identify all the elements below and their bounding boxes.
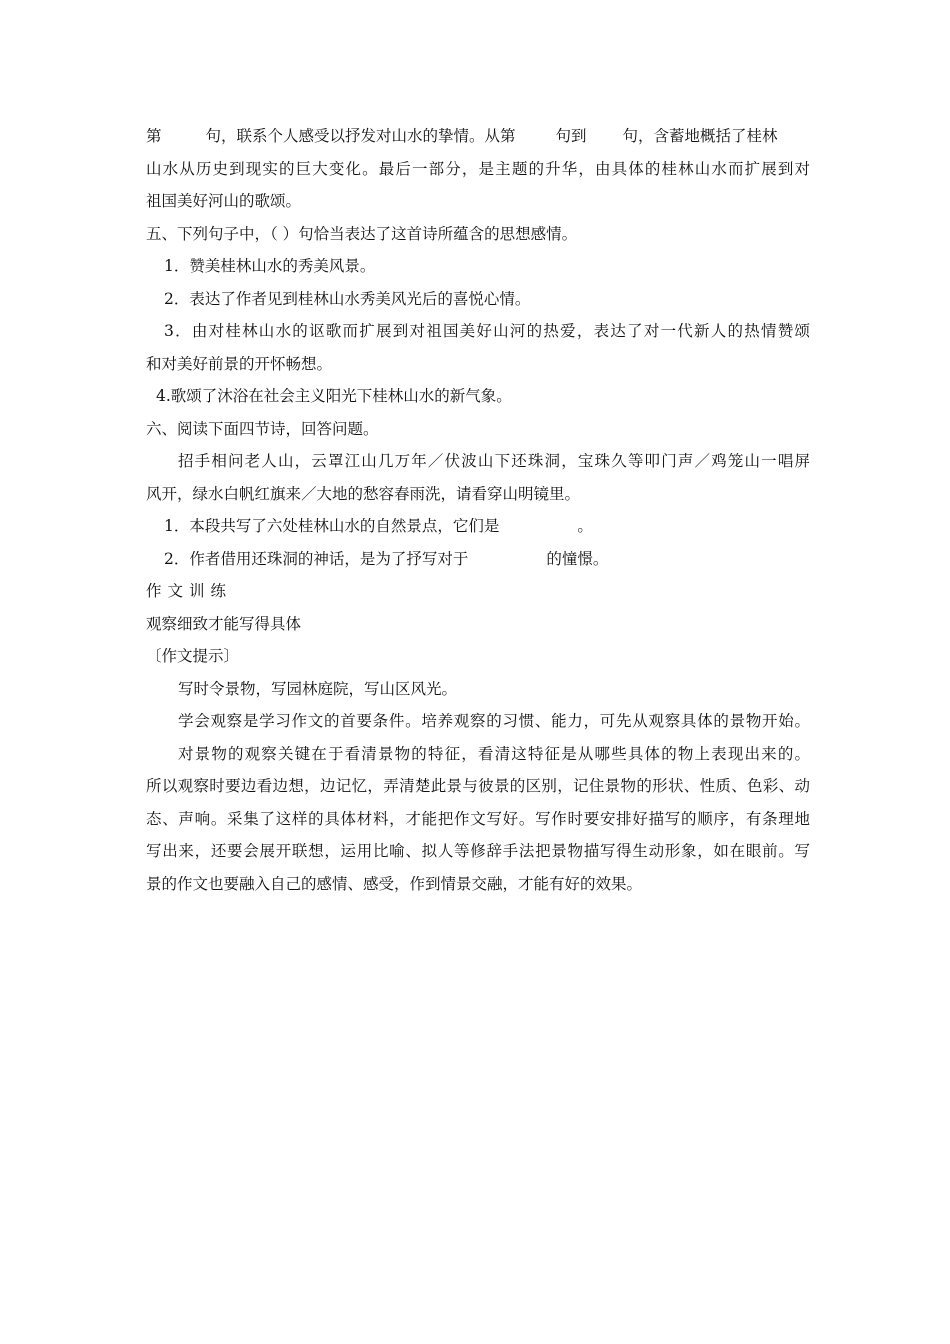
question-5-option-2: 2．表达了作者见到桂林山水秀美风光后的喜悦心情。 [164, 289, 531, 308]
composition-paragraph-3-line-4: 写出来，还要会展开联想，运用比喻、拟人等修辞手法把景物描写得生动形象，如在眼前。写 [146, 842, 810, 860]
question-5-option-1: 1．赞美桂林山水的秀美风景。 [164, 257, 376, 275]
question-6-title: 六、阅读下面四节诗，回答问题。 [146, 419, 379, 438]
question-5-option-4: 4.歌颂了沐浴在社会主义阳光下桂林山水的新气象。 [156, 387, 512, 405]
composition-paragraph-1: 写时令景物，写园林庭院，写山区风光。 [178, 679, 458, 698]
composition-heading: 作文训练 [146, 582, 233, 600]
document-page [146, 120, 810, 900]
composition-title: 观察细致才能写得具体 [146, 614, 302, 633]
text-fragment: 句到 [555, 127, 587, 145]
text-fragment: 。 [577, 517, 593, 535]
composition-paragraph-3-line-2: 所以观察时要边看边想，边记忆，弄清楚此景与彼景的区别，记住景物的形状、性质、色彩、动 [146, 777, 810, 795]
question-6-sub-2 [146, 543, 810, 576]
composition-hint-label: 〔作文提示〕 [146, 647, 240, 665]
text-fragment: 句，联系个人感受以抒发对山水的挚情。从第 [205, 127, 516, 145]
poem-line-1: 招手相问老人山，云罩江山几万年／伏波山下还珠洞，宝珠久等叩门声／鸡笼山一唱屏 [178, 452, 810, 470]
text-fragment: 2．作者借用还珠洞的神话，是为了抒写对于 [164, 549, 469, 568]
text-fragment: 句，含蓄地概括了桂林 [622, 127, 778, 145]
text-fragment: 的憧憬。 [546, 549, 609, 568]
question-5-title: 五、下列句子中，（ ）句恰当表达了这首诗所蕴含的思想感情。 [146, 224, 578, 243]
question-5-option-3-continued: 和对美好前景的开怀畅想。 [146, 354, 333, 373]
analysis-line-3: 祖国美好河山的歌颂。 [146, 192, 302, 210]
analysis-line-2: 山水从历史到现实的巨大变化。最后一部分，是主题的升华，由具体的桂林山水而扩展到对 [146, 159, 810, 178]
composition-paragraph-2: 学会观察是学习作文的首要条件。培养观察的习惯、能力，可先从观察具体的景物开始。 [178, 712, 810, 730]
text-fragment: 1．本段共写了六处桂林山水的自然景点，它们是 [164, 517, 500, 535]
composition-paragraph-3-line-1: 对景物的观察关键在于看清景物的特征，看清这特征是从哪些具体的物上表现出来的。 [178, 744, 810, 763]
composition-paragraph-3-line-3: 态、声响。采集了这样的具体材料，才能把作文写好。写作时要安排好描写的顺序，有条理地 [146, 809, 810, 828]
composition-paragraph-3-line-5: 景的作文也要融入自己的感情、感受，作到情景交融，才能有好的效果。 [146, 874, 643, 893]
question-5-option-3: 3．由对桂林山水的讴歌而扩展到对祖国美好山河的热爱，表达了对一代新人的热情赞颂 [164, 322, 810, 340]
question-6-sub-1 [146, 510, 810, 543]
analysis-line-1 [146, 120, 810, 153]
poem-line-2: 风开，绿水白帆红旗来／大地的愁容春雨洗，请看穿山明镜里。 [146, 484, 581, 503]
text-fragment: 第 [146, 127, 162, 145]
